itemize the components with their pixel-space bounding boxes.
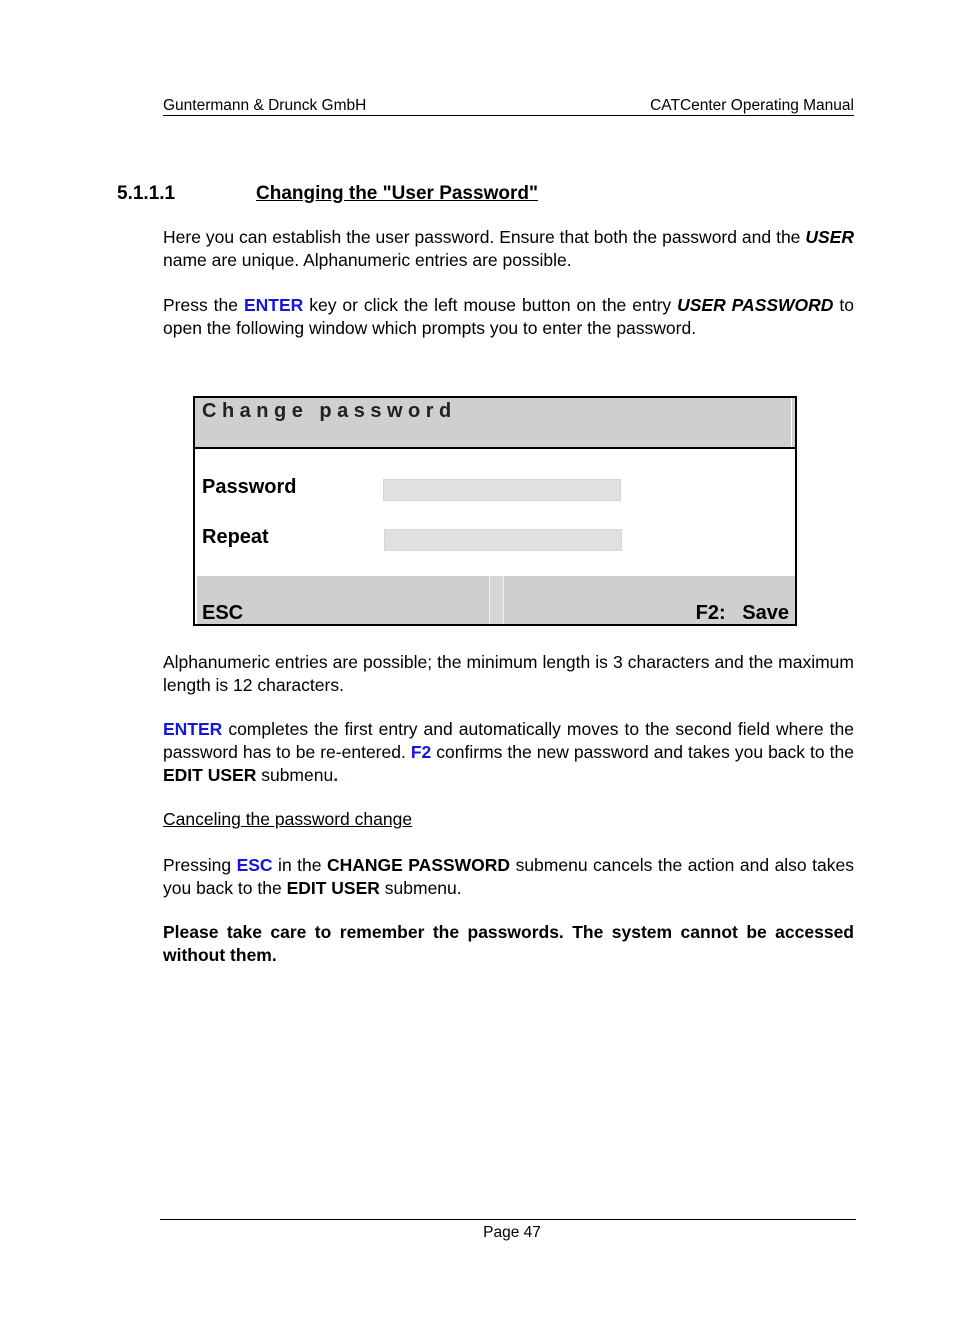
save-label: F2: Save [695, 602, 789, 624]
keyword-esc: ESC [236, 855, 273, 875]
header-company: Guntermann & Drunck GmbH [163, 97, 367, 114]
text-run: name are unique. Alphanumeric entries are possible. [163, 250, 572, 270]
subheading: Canceling the password change [163, 809, 413, 829]
keyword-edit-user: EDIT USER [286, 878, 380, 898]
repeat-field[interactable] [384, 529, 622, 551]
keyword-change-password: CHANGE PASSWORD [326, 855, 511, 875]
length-paragraph: Alphanumeric entries are possible; the minimum length is 3 characters and the maximum length is 12 characters. [163, 652, 854, 695]
text-run: to open the following window which prompts you to enter the password. [163, 295, 854, 338]
repeat-label: Repeat [202, 526, 269, 548]
section-number: 5.1.1.1 [117, 183, 176, 204]
esc-paragraph [163, 854, 854, 900]
text-run: Pressing [163, 855, 237, 875]
dialog-title: Change password [202, 400, 457, 422]
keyword-user-password: USER PASSWORD [677, 295, 834, 315]
keyword-edit-user: EDIT USER [163, 765, 257, 785]
period: . [333, 765, 339, 785]
section-title: Changing the "User Password" [256, 183, 538, 204]
text-run: submenu [256, 765, 334, 785]
keyword-enter: ENTER [243, 295, 304, 315]
dialog-title-bar [195, 398, 795, 449]
header-rule [163, 115, 854, 116]
password-label: Password [202, 476, 297, 498]
keyword-enter: ENTER [163, 719, 223, 739]
text-run: Press the [163, 295, 244, 315]
text-run: submenu. [379, 878, 462, 898]
header-manual-title: CATCenter Operating Manual [650, 97, 854, 114]
instruction-paragraph [163, 294, 854, 340]
keyword-f2: F2 [410, 742, 432, 762]
keyword-user: USER [805, 227, 854, 247]
warning-paragraph: Please take care to remember the passwords. The system cannot be accessed without them. [163, 922, 854, 965]
text-run: submenu cancels the action and also takes you back to the [163, 855, 854, 898]
esc-button[interactable] [197, 576, 489, 624]
text-run: Here you can establish the user password. Ensure that both the password and the [163, 227, 806, 247]
intro-paragraph [163, 226, 854, 272]
text-run: in the [272, 855, 327, 875]
password-field[interactable] [383, 479, 621, 501]
enter-paragraph [163, 718, 854, 787]
page-number: Page 47 [483, 1224, 541, 1241]
text-run: confirms the new password and takes you back to the [431, 742, 854, 762]
text-run: key or click the left mouse button on the entry [303, 295, 678, 315]
change-password-dialog [193, 396, 797, 626]
footer-divider [489, 576, 504, 624]
text-run: completes the first entry and automatically moves to the second field where the password has to be re-entered. [163, 719, 854, 762]
footer-rule [160, 1219, 856, 1220]
title-bar-edge [791, 398, 792, 447]
save-button[interactable] [504, 576, 795, 624]
esc-label: ESC [202, 602, 244, 624]
